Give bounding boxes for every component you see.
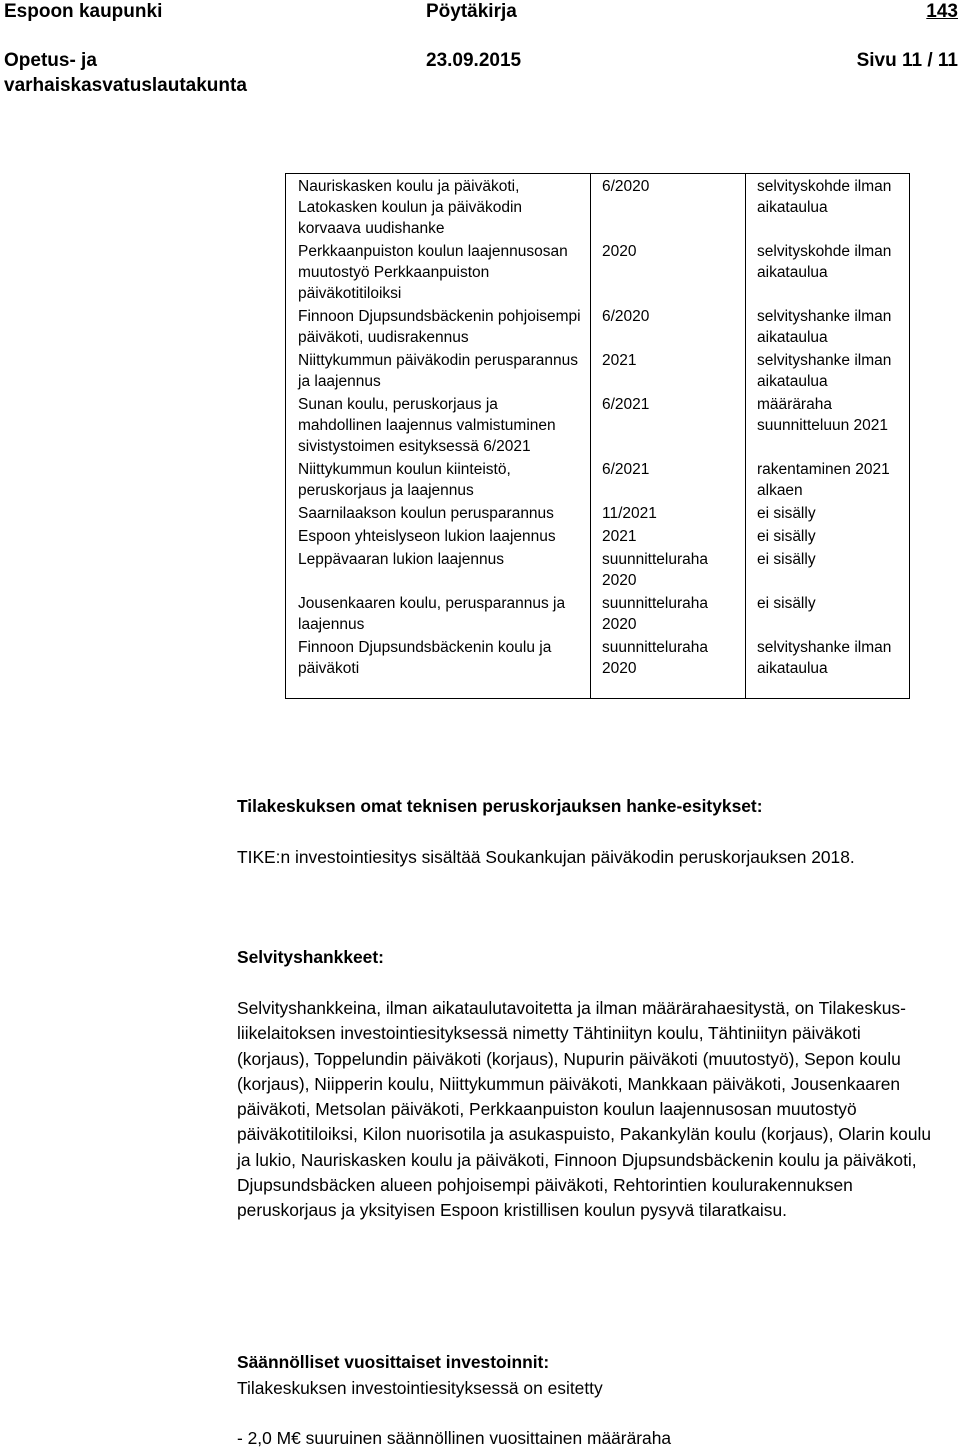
project-cell: Perkkaanpuiston koulun laajennusosan muutostyö Perkkaanpuiston päiväkotitiloiksi [286, 239, 591, 304]
project-cell: Jousenkaaren koulu, perusparannus ja laajennus [286, 591, 591, 635]
project-cell: Sunan koulu, peruskorjaus ja mahdollinen laajennus valmistuminen sivistystoimen esityksessä 6/2021 [286, 392, 591, 457]
table-row [286, 501, 910, 524]
status-cell: rakentaminen 2021 alkaen [757, 461, 890, 499]
schedule-cell: 11/2021 [591, 501, 746, 524]
table-row [286, 547, 910, 591]
regular-investments-item: - 2,0 M€ suuruinen säännöllinen vuosittainen määräraha [237, 1428, 672, 1448]
status-cell: selvityshanke ilman aikataulua [757, 308, 892, 346]
schedule-cell: 2021 [591, 524, 746, 547]
table-row [286, 635, 910, 699]
regular-investments-heading: Säännölliset vuosittaiset investoinnit: [237, 1352, 550, 1372]
status-cell: ei sisälly [757, 528, 816, 545]
table-row [286, 348, 910, 392]
project-cell: Saarnilaakson koulun perusparannus [286, 501, 591, 524]
project-cell: Leppävaaran lukion laajennus [286, 547, 591, 591]
schedule-cell: 6/2021 [591, 392, 746, 457]
table-row [286, 239, 910, 304]
status-cell: selvityskohde ilman aikataulua [757, 178, 892, 216]
project-cell: Nauriskasken koulu ja päiväkoti, Latokasken koulun ja päiväkodin korvaava uudishanke [286, 174, 591, 240]
org-name: Espoon kaupunki [4, 1, 163, 22]
status-cell: selvityshanke ilman aikataulua [757, 352, 892, 390]
table-row [286, 174, 910, 240]
schedule-cell: 6/2021 [591, 457, 746, 501]
status-cell: selvityskohde ilman aikataulua [757, 243, 892, 281]
schedule-cell: suunnitteluraha 2020 [591, 547, 746, 591]
tike-heading: Tilakeskuksen omat teknisen peruskorjauksen hanke-esitykset: [237, 796, 763, 816]
status-cell: ei sisälly [757, 505, 816, 522]
board-name-line1: Opetus- ja [4, 50, 97, 71]
schedule-cell: 2021 [591, 348, 746, 392]
investment-table [285, 173, 910, 699]
schedule-cell: 6/2020 [591, 304, 746, 348]
status-cell: ei sisälly [757, 551, 816, 568]
tike-paragraph: TIKE:n investointiesitys sisältää Soukankujan päiväkodin peruskorjauksen 2018. [237, 847, 855, 867]
project-cell: Finnoon Djupsundsbäckenin pohjoisempi päiväkoti, uudisrakennus [286, 304, 591, 348]
table-row [286, 457, 910, 501]
table-row [286, 524, 910, 547]
project-cell: Finnoon Djupsundsbäckenin koulu ja päiväkoti [286, 635, 591, 699]
schedule-cell: 6/2020 [591, 174, 746, 240]
status-cell: ei sisälly [757, 595, 816, 612]
status-cell: selvityshanke ilman aikataulua [757, 639, 892, 677]
schedule-cell: suunnitteluraha 2020 [591, 591, 746, 635]
section-number: 143 [926, 1, 958, 22]
regular-investments-text: Tilakeskuksen investointiesityksessä on esitetty [237, 1378, 603, 1398]
board-name-line2: varhaiskasvatuslautakunta [4, 75, 247, 96]
selvityshankkeet-heading: Selvityshankkeet: [237, 947, 384, 967]
table-row [286, 591, 910, 635]
selvityshankkeet-paragraph: Selvityshankkeina, ilman aikataulutavoitetta ja ilman määrärahaesitystä, on Tilakeskus-liikelaitoksen investointiesityksessä nimetty Tähtiniityn koulu, Tähtiniityn päiväkoti (korjaus), Toppelundin päiväkoti (korjaus), Nupurin päiväkoti (muutostyö), Sepon koulu (korjaus), Niipperin koulu, Niittykummun päiväkoti, Mankkaan päiväkoti, Jousenkaaren päiväkoti, Metsolan päiväkoti, Perkkaanpuiston koulun laajennusosan muutostyö päiväkotitiloiksi, Kilon nuorisotila ja asukaspuisto, Pakankylän koulu (korjaus), Olarin koulu ja lukio, Nauriskasken koulu ja päiväkoti, Finnoon Djupsundsbäckenin koulu ja päiväkoti, Djupsundsbäcken alueen pohjoisempi päiväkoti, Rehtorintien koulurakennuksen peruskorjaus ja yksityisen Espoon kristillisen koulun pysyvä tilaratkaisu. [237, 998, 932, 1221]
table-row [286, 392, 910, 457]
page-number: Sivu 11 / 11 [856, 50, 958, 71]
status-cell: määräraha suunnitteluun 2021 [757, 396, 889, 434]
doc-type: Pöytäkirja [426, 1, 517, 22]
project-cell: Niittykummun koulun kiinteistö, peruskorjaus ja laajennus [286, 457, 591, 501]
schedule-cell: 2020 [591, 239, 746, 304]
project-cell: Niittykummun päiväkodin perusparannus ja laajennus [286, 348, 591, 392]
schedule-cell: suunnitteluraha 2020 [591, 635, 746, 699]
meeting-date: 23.09.2015 [426, 50, 522, 71]
project-cell: Espoon yhteislyseon lukion laajennus [286, 524, 591, 547]
table-row [286, 304, 910, 348]
